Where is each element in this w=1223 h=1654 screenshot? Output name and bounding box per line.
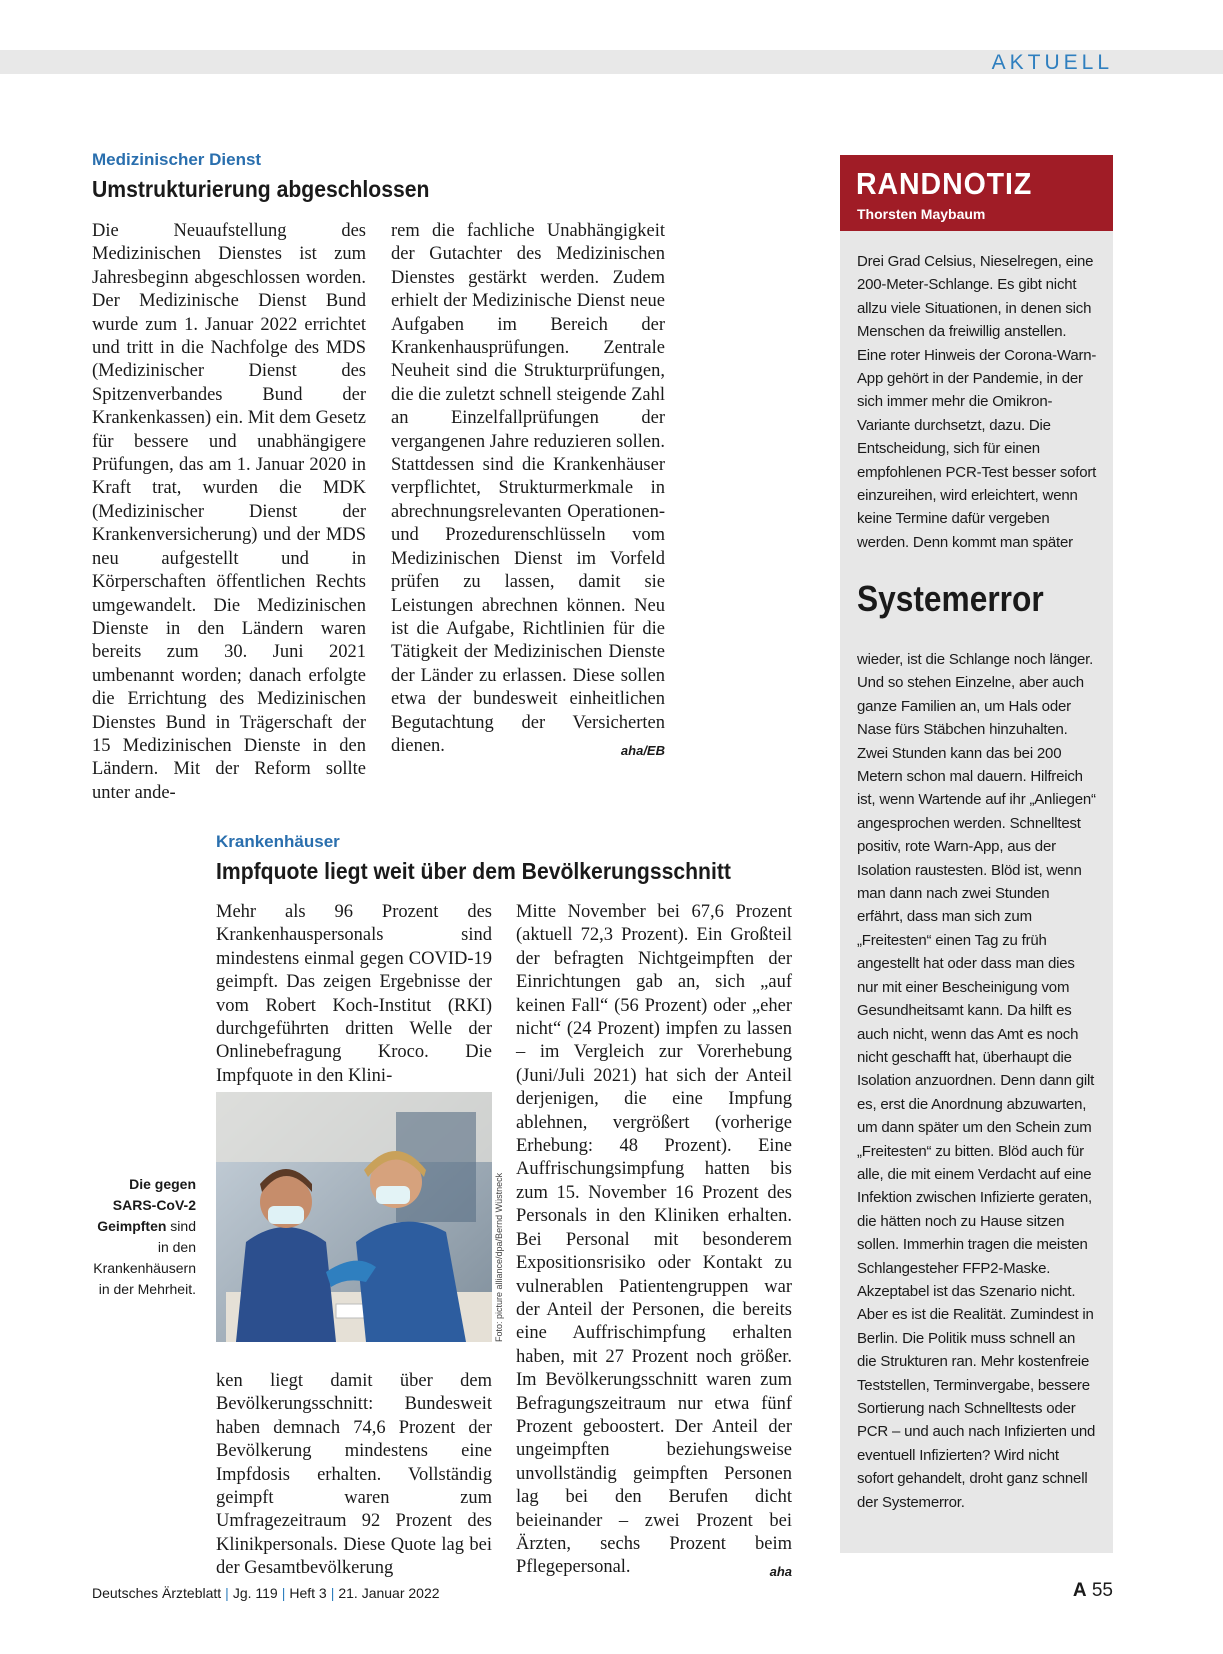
article2-kicker: Krankenhäuser	[216, 832, 340, 851]
article2-column-1-bottom	[216, 1370, 492, 1581]
page-number-value: 55	[1091, 1580, 1113, 1601]
photo-caption	[92, 1174, 196, 1300]
caption-bold: Die gegen SARS-CoV-2 Geimpften	[97, 1176, 196, 1234]
article1-text-col1: Die Neuaufstellung des Medizinischen Dienstes ist zum Jahresbeginn abgeschlossen worden. Der Medizinische Dienst Bund wurde zum 1. Januar 2022 errichtet und tritt in die Nachfolge des MDS (Medizinischer Dienst des Spitzenverbandes Bund der Krankenkassen) ein. Mit dem Gesetz für bessere und unabhängigere Prüfungen, das am 1. Januar 2020 in Kraft trat, wurden die MDK (Medizinischer Dienst der Krankenversicherung) und der MDS neu aufgestellt und in Körperschaften öffentlichen Rechts umgewandelt. Die Medizinischen Dienste in den Ländern waren bereits zum 30. Juni 2021 umbenannt worden; danach erfolgte die Errichtung des Medizinischen Dienstes Bund in Trägerschaft der 15 Medizinischen Dienste in den Ländern. Mit der Reform sollte unter ande-	[92, 221, 366, 803]
article1-signature: aha/EB	[620, 742, 665, 758]
article1-kicker: Medizinischer Dienst	[92, 150, 262, 169]
article-photo	[216, 1092, 492, 1342]
randnotiz-text-1: Drei Grad Celsius, Nieselregen, eine 200-Meter-Schlange. Es gibt nicht allzu viele Situationen, in denen sich Menschen da freiwillig anstellen. Eine roter Hinweis der Corona-Warn-App gehört in der Pandemie, in der sich immer mehr die Omikron-Variante durchsetzt, dazu. Die Entscheidung, sich für einen empfohlenen PCR-Test besser sofort einzureihen, wird erleichtert, wenn keine Termine dafür vergeben werden. Denn kommt man später	[857, 253, 1097, 551]
footer-separator: |	[330, 1585, 335, 1601]
article2-column-2	[516, 901, 792, 1584]
footer-issue: Heft 3	[289, 1585, 327, 1601]
article1-column-2	[391, 220, 665, 762]
photo-credit-text: Foto: picture alliance/dpa/Bernd Wüstneck	[494, 1172, 504, 1342]
page-prefix: A	[1072, 1580, 1087, 1601]
article2-text-col2: Mitte November bei 67,6 Prozent (aktuell 72,3 Prozent). Ein Großteil der befragten Nichtgeimpften der Einrichtungen gab an, sich „auf keinen Fall“ (56 Prozent) oder „eher nicht“ (24 Prozent) impfen zu lassen – im Vergleich zur Vorerhebung (Juni/Juli 2021) hat sich der Anteil derjenigen, die eine Impfung ablehnen, vergrößert (vorherige Erhebung: 48 Prozent). Eine Auffrischungsimpfung hatten bis zum 15. November 16 Prozent des Personals in den Kliniken erhalten. Bei Personal mit besonderem Expositionsrisiko oder Kontakt zu vulnerablen Patientengruppen war der Anteil der Personen, die bereits eine Auffrischimpfung erhalten haben, mit 27 Prozent noch größer. Im Bevölkerungsschnitt waren zum Befragungszeitraum nur etwa fünf Prozent geboostert. Der Anteil der ungeimpften beziehungsweise unvollständig geimpften Personen lag bei den Berufen dicht beieinander – zwei Prozent bei Ärzten, sechs Prozent beim Pflegepersonal.	[516, 902, 792, 1578]
footer-volume: Jg. 119	[232, 1585, 278, 1601]
randnotiz-headline: Systemerror	[857, 578, 1044, 619]
article1-headline: Umstrukturierung abgeschlossen	[92, 176, 430, 202]
article2-headline: Impfquote liegt weit über dem Bevölkerungsschnitt	[216, 858, 731, 884]
section-label: AKTUELL	[991, 51, 1113, 74]
footer-separator: |	[225, 1585, 229, 1601]
article2-signature: aha	[769, 1564, 792, 1580]
caption-rest: sind in den Krankenhäusern in der Mehrheit.	[93, 1218, 196, 1297]
randnotiz-text-2: wieder, ist die Schlange noch länger. Und so stehen Einzelne, aber auch ganze Familien an, um Hals oder Nase fürs Stäbchen hinzuhalten. Zwei Stunden kann das bei 200 Metern schon mal dauern. Hilfreich ist, wenn Wartende auf ihr „Anliegen“ angesprochen werden. Schnelltest positiv, rote Warn-App, aus der Isolation raustesten. Blöd ist, wenn man dann nach zwei Stunden erfährt, dass man sich zum „Freitesten“ einen Tag zu früh angestellt hat oder dass man dies nur mit einer Bescheinigung vom Gesundheitsamt kann. Da hilft es auch nicht, wenn das Amt es noch nicht geschafft hat, überhaupt die Isolation anzuordnen. Denn dann gilt es, erst die Anordnung abzuwarten, um dann später um den Schein zum „Freitesten“ zu bitten. Blöd auch für alle, die mit einem Verdacht auf eine Infektion zwischen Infizierte geraten, die hätten noch zu Hause sitzen sollen. Immerhin tragen die meisten Schlangesteher FFP2-Maske. Akzeptabel ist das Szenario nicht. Aber es ist die Realität. Zumindest in Berlin. Die Politik muss schnell an die Strukturen ran. Mehr kostenfreie Teststellen, Terminvergabe, bessere Sortierung nach Schnelltests oder PCR – und auch nach Infizierten und eventuell Infizierten? Wird nicht sofort gehandelt, droht ganz schnell der Systemerror.	[857, 651, 1096, 1511]
footer-date: 21. Januar 2022	[338, 1585, 440, 1601]
footer-separator: |	[281, 1585, 286, 1601]
footer-journal: Deutsches Ärzteblatt	[92, 1585, 222, 1601]
article2-text-col1-bottom: ken liegt damit über dem Bevölkerungsschnitt: Bundesweit haben demnach 74,6 Prozent der Bevölkerung mindestens eine Impfdosis erhalten. Vollständig geimpft waren zum Umfragezeitraum 92 Prozent des Klinikpersonals. Diese Quote lag bei der Gesamtbevölkerung	[216, 1371, 492, 1579]
randnotiz-author: Thorsten Maybaum	[857, 206, 986, 222]
article1-column-1	[92, 220, 366, 805]
photo-credit	[494, 1092, 508, 1342]
page-number	[1073, 1580, 1113, 1602]
article2-column-1-top	[216, 901, 492, 1088]
randnotiz-label: RANDNOTIZ	[856, 166, 1033, 201]
footer-citation	[92, 1585, 440, 1601]
article1-text-col2: rem die fachliche Unabhängigkeit der Gutachter des Medizinischen Dienstes gestärkt werden. Zudem erhielt der Medizinische Dienst neue Aufgaben im Bereich der Krankenhausprüfungen. Zentrale Neuheit sind die Strukturprüfungen, die die zuletzt schnell steigende Zahl an Einzelfallprüfungen der vergangenen Jahre reduzieren sollen. Stattdessen sind die Krankenhäuser verpflichtet, Strukturmerkmale in abrechnungsrelevanten Operationen- und Prozedurenschlüsseln vom Medizinischen Dienst im Vorfeld prüfen zu lassen, damit sie Leistungen abrechnen können. Neu ist die Aufgabe, Richtlinien für die Tätigkeit der Medizinischen Dienste der Länder zu erlassen. Diese sollen etwa der bundesweit einheitlichen Begutachtung der Versicherten dienen.	[391, 221, 665, 756]
article2-text-col1-top: Mehr als 96 Prozent des Krankenhauspersonals sind mindestens einmal gegen COVID-19 geimpft. Das zeigen Ergebnisse der vom Robert Koch-Institut (RKI) durchgeführten dritten Welle der Onlinebefragung Kroco. Die Impfquote in den Klini-	[216, 902, 492, 1086]
